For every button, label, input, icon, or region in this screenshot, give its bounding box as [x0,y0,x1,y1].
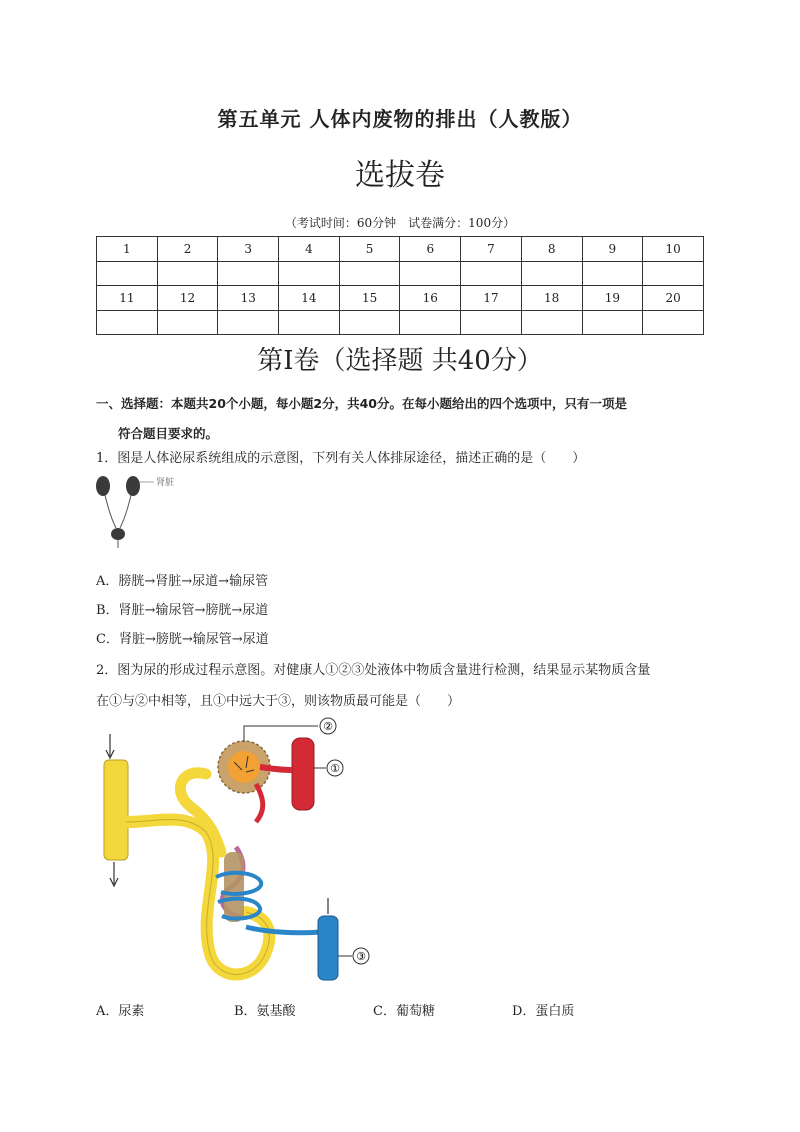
question-2-option-b[interactable]: B．氨基酸 [234,1004,296,1019]
unit-title: 第五单元 人体内废物的排出（人教版） [217,107,583,131]
label-3: ③ [356,950,366,963]
grid-number: 11 [97,286,158,311]
grid-number: 8 [521,237,582,262]
label-1: ① [330,762,340,775]
left-kidney [96,476,110,496]
answer-cell[interactable] [521,261,582,286]
grid-number: 1 [97,237,158,262]
answer-cell[interactable] [218,310,279,335]
venule [246,927,320,933]
answer-grid-blank-row [97,261,704,286]
bladder [111,528,125,540]
exam-info: （考试时间：60分钟 试卷满分：100分） [284,216,516,230]
answer-cell[interactable] [218,261,279,286]
efferent-arteriole [256,784,263,822]
answer-cell[interactable] [461,261,522,286]
answer-cell[interactable] [339,261,400,286]
paper-title: 选拔卷 [355,158,445,193]
glomerulus [228,751,260,783]
grid-number: 17 [461,286,522,311]
question-2-option-d[interactable]: D．蛋白质 [512,1004,575,1019]
renal-artery [292,738,314,810]
tubule-segment [224,852,244,922]
grid-number: 13 [218,286,279,311]
answer-cell[interactable] [400,310,461,335]
answer-cell[interactable] [157,261,218,286]
grid-number: 19 [582,286,643,311]
renal-vein [318,916,338,980]
question-2-stem-continued: 在①与②中相等，且①中远大于③，则该物质最可能是（ ） [96,694,461,709]
collecting-duct [104,760,128,860]
grid-number: 4 [279,237,340,262]
answer-grid-number-row [97,286,704,311]
answer-cell[interactable] [582,261,643,286]
answer-grid [96,236,704,335]
answer-cell[interactable] [582,310,643,335]
grid-number: 9 [582,237,643,262]
renal-tubule-outline [126,820,269,975]
answer-cell[interactable] [521,310,582,335]
question-2-stem: 2．图为尿的形成过程示意图。对健康人①②③处液体中物质含量进行检测，结果显示某物质含量 [96,663,651,678]
answer-cell[interactable] [339,310,400,335]
question-1-option-a[interactable]: A．膀胱→肾脏→尿道→输尿管 [96,574,269,589]
question-2-option-a[interactable]: A．尿素 [96,1004,145,1019]
grid-number: 5 [339,237,400,262]
answer-cell[interactable] [643,261,704,286]
answer-cell[interactable] [157,310,218,335]
grid-number: 14 [279,286,340,311]
answer-cell[interactable] [97,310,158,335]
answer-cell[interactable] [97,261,158,286]
grid-number: 10 [643,237,704,262]
grid-number: 6 [400,237,461,262]
right-kidney [126,476,140,496]
grid-number: 20 [643,286,704,311]
left-ureter [105,495,116,528]
answer-cell[interactable] [279,261,340,286]
urine-formation-diagram [96,712,386,984]
answer-grid-number-row [97,237,704,262]
right-ureter [120,495,131,528]
grid-number: 7 [461,237,522,262]
answer-grid-blank-row [97,310,704,335]
urinary-system-diagram [92,468,188,552]
question-1-stem: 1．图是人体泌尿系统组成的示意图，下列有关人体排尿途径，描述正确的是（ ） [96,451,586,466]
grid-number: 15 [339,286,400,311]
proximal-tubule [180,773,221,852]
answer-cell[interactable] [279,310,340,335]
question-2-option-c[interactable]: C．葡萄糖 [373,1004,435,1019]
section-instruction-continued: 符合题目要求的。 [118,426,219,441]
section-title: 第Ⅰ卷（选择题 共40分） [257,346,543,376]
renal-tubule [126,820,269,975]
section-instruction: 一、选择题：本题共20个小题，每小题2分，共40分。在每小题给出的四个选项中，只有一项是 [96,396,627,411]
question-1-option-b[interactable]: B．肾脏→输尿管→膀胱→尿道 [96,603,269,618]
grid-number: 18 [521,286,582,311]
grid-number: 16 [400,286,461,311]
grid-number: 3 [218,237,279,262]
kidney-label: 肾脏 [156,478,175,488]
question-1-option-c[interactable]: C．肾脏→膀胱→输尿管→尿道 [96,632,269,647]
answer-cell[interactable] [461,310,522,335]
afferent-arteriole [260,767,292,770]
label-2: ② [323,720,333,733]
grid-number: 2 [157,237,218,262]
answer-cell[interactable] [643,310,704,335]
grid-number: 12 [157,286,218,311]
answer-cell[interactable] [400,261,461,286]
